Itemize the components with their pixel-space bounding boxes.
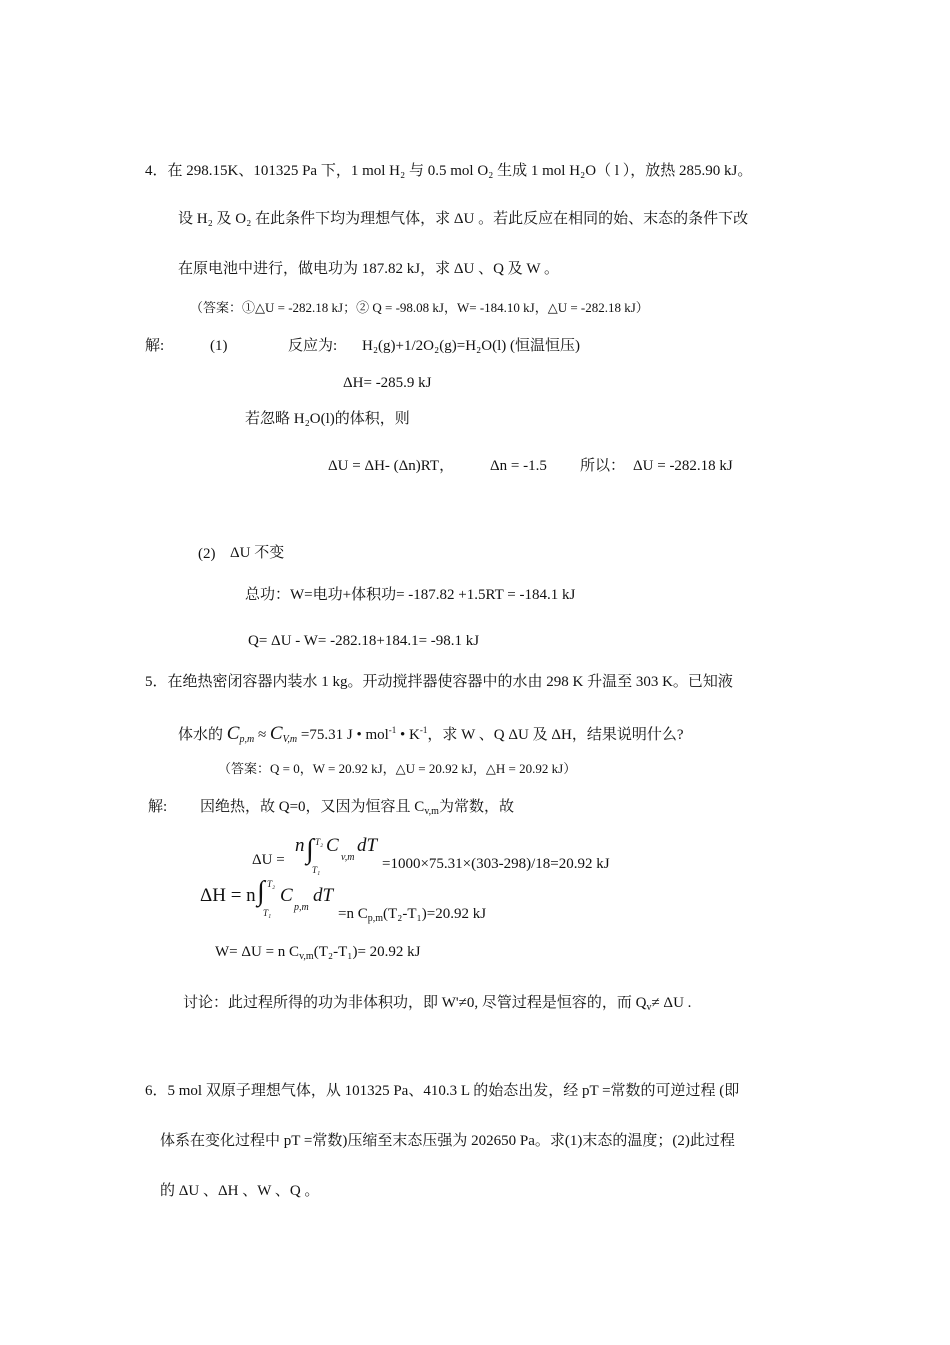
problem-4-answer: （答案：①△U = -282.18 kJ；② Q = -98.08 kJ，W= -184.10 kJ，△U = -282.18 kJ） (190, 300, 649, 315)
adiabatic-statement: 因绝热，故 Q=0，又因为恒容且 C (200, 799, 425, 815)
dU-formula: ΔU = ΔH- (Δn)RT， (328, 458, 455, 474)
problem-5-question: ，求 W 、Q ΔU 及 ΔH，结果说明什么? (427, 727, 684, 743)
heat-capacity-value: =75.31 J • mol (300, 727, 389, 743)
cp-subscript: p,m (239, 734, 255, 745)
cv-subscript: V,m (282, 734, 298, 745)
problem-4-line-2: 设 H₂ 及 O₂ 在此条件下均为理想气体，求 ΔU 。若此反应在相同的始、末态的条件下改 (178, 211, 749, 227)
cvm-subscript: v,m (424, 806, 439, 817)
eq2-c: C (280, 885, 293, 906)
work-equation (215, 942, 421, 967)
problem-5-line-2 (178, 720, 683, 750)
discussion (183, 993, 691, 1018)
neglect-volume-note: 若忽略 H₂O(l)的体积，则 (245, 411, 410, 427)
mol-exponent: -1 (388, 725, 397, 735)
problem-5-solution-text (200, 797, 514, 822)
problem-6-line-3: 的 ΔU 、ΔH 、W 、Q 。 (160, 1183, 320, 1199)
problem-4-part-1-label: (1) (210, 338, 228, 354)
approx-sign: ≈ (257, 727, 270, 743)
eq2-lhs: ΔH = n (200, 885, 256, 906)
total-work: 总功：W=电功+体积功= -187.82 +1.5RT = -184.1 kJ (245, 587, 576, 603)
eq3-subscript: v,m (299, 951, 314, 962)
discussion-text: 讨论：此过程所得的功为非体积功，即 W'≠0, 尽管过程是恒容的，而 Q (183, 995, 647, 1011)
eq1-c-subscript: v,m (341, 852, 355, 863)
lower-limit: T₁ (312, 865, 321, 875)
problem-6-line-1: 6．5 mol 双原子理想气体，从 101325 Pa、410.3 L 的始态出发，经 pT =常数的可逆过程 (即 (145, 1083, 740, 1099)
kelvin-unit: • K (396, 727, 420, 743)
integral-sign-2: ∫ (257, 876, 265, 907)
lower-limit-2: T₁ (263, 908, 272, 918)
problem-4-part-2-label: (2) (198, 546, 216, 562)
integral-sign: ∫ (306, 834, 314, 865)
cp-symbol: C (226, 723, 240, 744)
dU-unchanged: ΔU 不变 (230, 545, 285, 561)
eq2-rhs (338, 904, 486, 929)
problem-4-line-1: 4．在 298.15K、101325 Pa 下，1 mol H₂ 与 0.5 mol O₂ 生成 1 mol H₂O（ l ），放热 285.90 kJ。 (145, 163, 753, 179)
eq1-rhs: =1000×75.31×(303-298)/18=20.92 kJ (382, 856, 610, 872)
dU-result: ΔU = -282.18 kJ (633, 458, 733, 474)
reaction-equation: H₂(g)+1/2O₂(g)=H₂O(l) (恒温恒压) (362, 338, 580, 354)
problem-4-line-3: 在原电池中进行，做电功为 187.82 kJ，求 ΔU 、Q 及 W 。 (178, 261, 560, 277)
cv-symbol: C (269, 723, 283, 744)
enthalpy-change: ΔH= -285.9 kJ (343, 375, 432, 391)
problem-5-solution-label: 解: (148, 799, 168, 815)
problem-5-line-2-text: 体水的 (178, 727, 224, 743)
eq2-rhs-subscript: p,m (367, 913, 383, 924)
eq3-b: (T₂-T₁)= 20.92 kJ (313, 944, 421, 960)
problem-5-answer: （答案：Q = 0，W = 20.92 kJ，△U = 20.92 kJ，△H = 20.92 kJ） (218, 761, 577, 776)
heat-equation: Q= ΔU - W= -282.18+184.1= -98.1 kJ (248, 633, 480, 649)
discussion-tail: ≠ ΔU . (651, 995, 692, 1011)
eq2-c-subscript: p,m (294, 902, 309, 913)
eq1-n: n (295, 835, 305, 856)
eq2-rhs-b: (T₂-T₁)=20.92 kJ (383, 906, 487, 922)
therefore-label: 所以： (580, 458, 626, 474)
eq1-c: C (326, 835, 339, 856)
delta-n: Δn = -1.5 (490, 458, 547, 474)
eq2-rhs-a: =n C (338, 906, 368, 922)
upper-limit: T₂ (315, 837, 324, 847)
problem-6-line-2: 体系在变化过程中 pT =常数)压缩至末态压强为 202650 Pa。求(1)末态的温度；(2)此过程 (160, 1133, 735, 1149)
problem-4-solution-label: 解: (145, 338, 165, 354)
eq3-a: W= ΔU = n C (215, 944, 300, 960)
eq1-dT: dT (357, 835, 378, 856)
upper-limit-2: T₂ (267, 879, 276, 889)
kelvin-exponent: -1 (419, 725, 428, 735)
constant-statement: 为常数，故 (438, 799, 514, 815)
eq2-dT: dT (313, 885, 334, 906)
eq1-lhs: ΔU = (252, 852, 285, 868)
discussion-subscript: v (646, 1002, 652, 1013)
problem-5-line-1: 5．在绝热密闭容器内装水 1 kg。开动搅拌器使容器中的水由 298 K 升温至 303 K。已知液 (145, 674, 733, 690)
reaction-label: 反应为: (288, 338, 338, 354)
